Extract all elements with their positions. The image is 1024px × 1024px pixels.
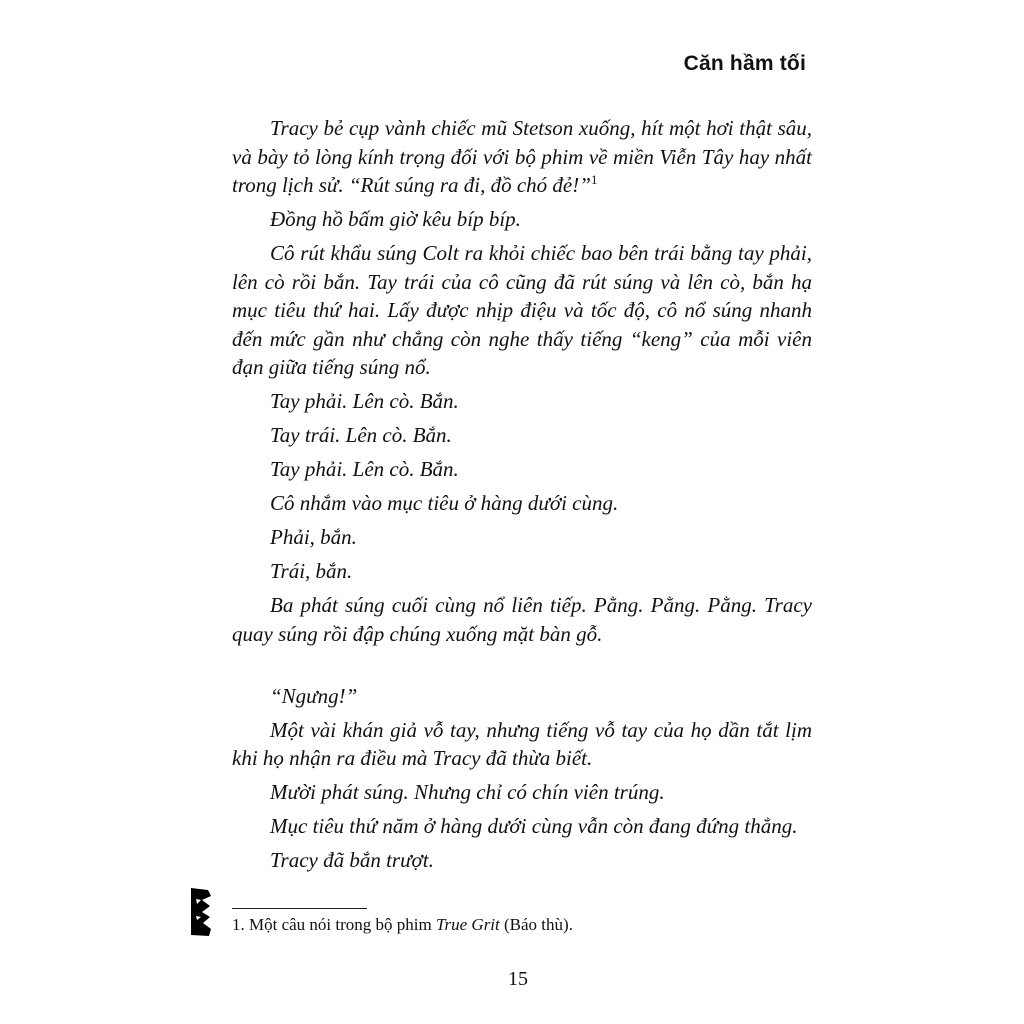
paragraph: Ba phát súng cuối cùng nổ liên tiếp. Pằng. Pằng. Pằng. Tracy quay súng rồi đập chúng xuống mặt bàn gỗ. bbox=[232, 593, 812, 646]
paragraph: Trái, bắn. bbox=[270, 559, 353, 583]
footnote-rule bbox=[232, 908, 367, 909]
footnote-reference: 1 bbox=[590, 172, 598, 187]
paragraph bbox=[232, 114, 812, 200]
paragraph: Mười phát súng. Nhưng chỉ có chín viên trúng. bbox=[270, 780, 665, 804]
paragraph: Tracy đã bắn trượt. bbox=[270, 848, 434, 872]
paragraph: Tay trái. Lên cò. Bắn. bbox=[270, 423, 452, 447]
paragraph: Cô nhắm vào mục tiêu ở hàng dưới cùng. bbox=[270, 491, 619, 515]
footnote-suffix: (Báo thù). bbox=[499, 915, 573, 934]
running-head: Căn hầm tối bbox=[683, 52, 806, 75]
body-text bbox=[232, 114, 812, 880]
footnote bbox=[232, 915, 812, 935]
paragraph: Một vài khán giả vỗ tay, nhưng tiếng vỗ tay của họ dần tắt lịm khi họ nhận ra điều mà Tracy đã thừa biết. bbox=[232, 717, 812, 770]
footnote-prefix: 1. Một câu nói trong bộ phim bbox=[232, 915, 436, 934]
paragraph: Tay phải. Lên cò. Bắn. bbox=[270, 389, 459, 413]
paragraph: Tay phải. Lên cò. Bắn. bbox=[270, 457, 459, 481]
footnote-film-title: True Grit bbox=[435, 915, 500, 934]
page-number: 15 bbox=[508, 968, 528, 990]
paragraph: “Ngưng!” bbox=[270, 683, 358, 708]
paragraph: Mục tiêu thứ năm ở hàng dưới cùng vẫn còn đang đứng thẳng. bbox=[270, 814, 798, 838]
page-edge-mark bbox=[188, 886, 214, 938]
section-break bbox=[232, 654, 812, 682]
paragraph: Cô rút khẩu súng Colt ra khỏi chiếc bao bên trái bằng tay phải, lên cò rồi bắn. Tay trái của cô cũng đã rút súng và lên cò, bắn hạ mục tiêu thứ hai. Lấy được nhịp điệu và tốc độ, cô nổ súng nhanh đến mức gần như chẳng còn nghe thấy tiếng “keng” của mỗi viên đạn giữa tiếng súng nổ. bbox=[232, 241, 812, 379]
paragraph-text: Tracy bẻ cụp vành chiếc mũ Stetson xuống, hít một hơi thật sâu, và bày tỏ lòng kính trọng đối với bộ phim về miền Viễn Tây hay nhất trong lịch sử. “Rút súng ra đi, đồ chó đẻ!” bbox=[232, 116, 812, 197]
paragraph: Đồng hồ bấm giờ kêu bíp bíp. bbox=[270, 207, 521, 231]
paragraph: Phải, bắn. bbox=[270, 525, 357, 549]
